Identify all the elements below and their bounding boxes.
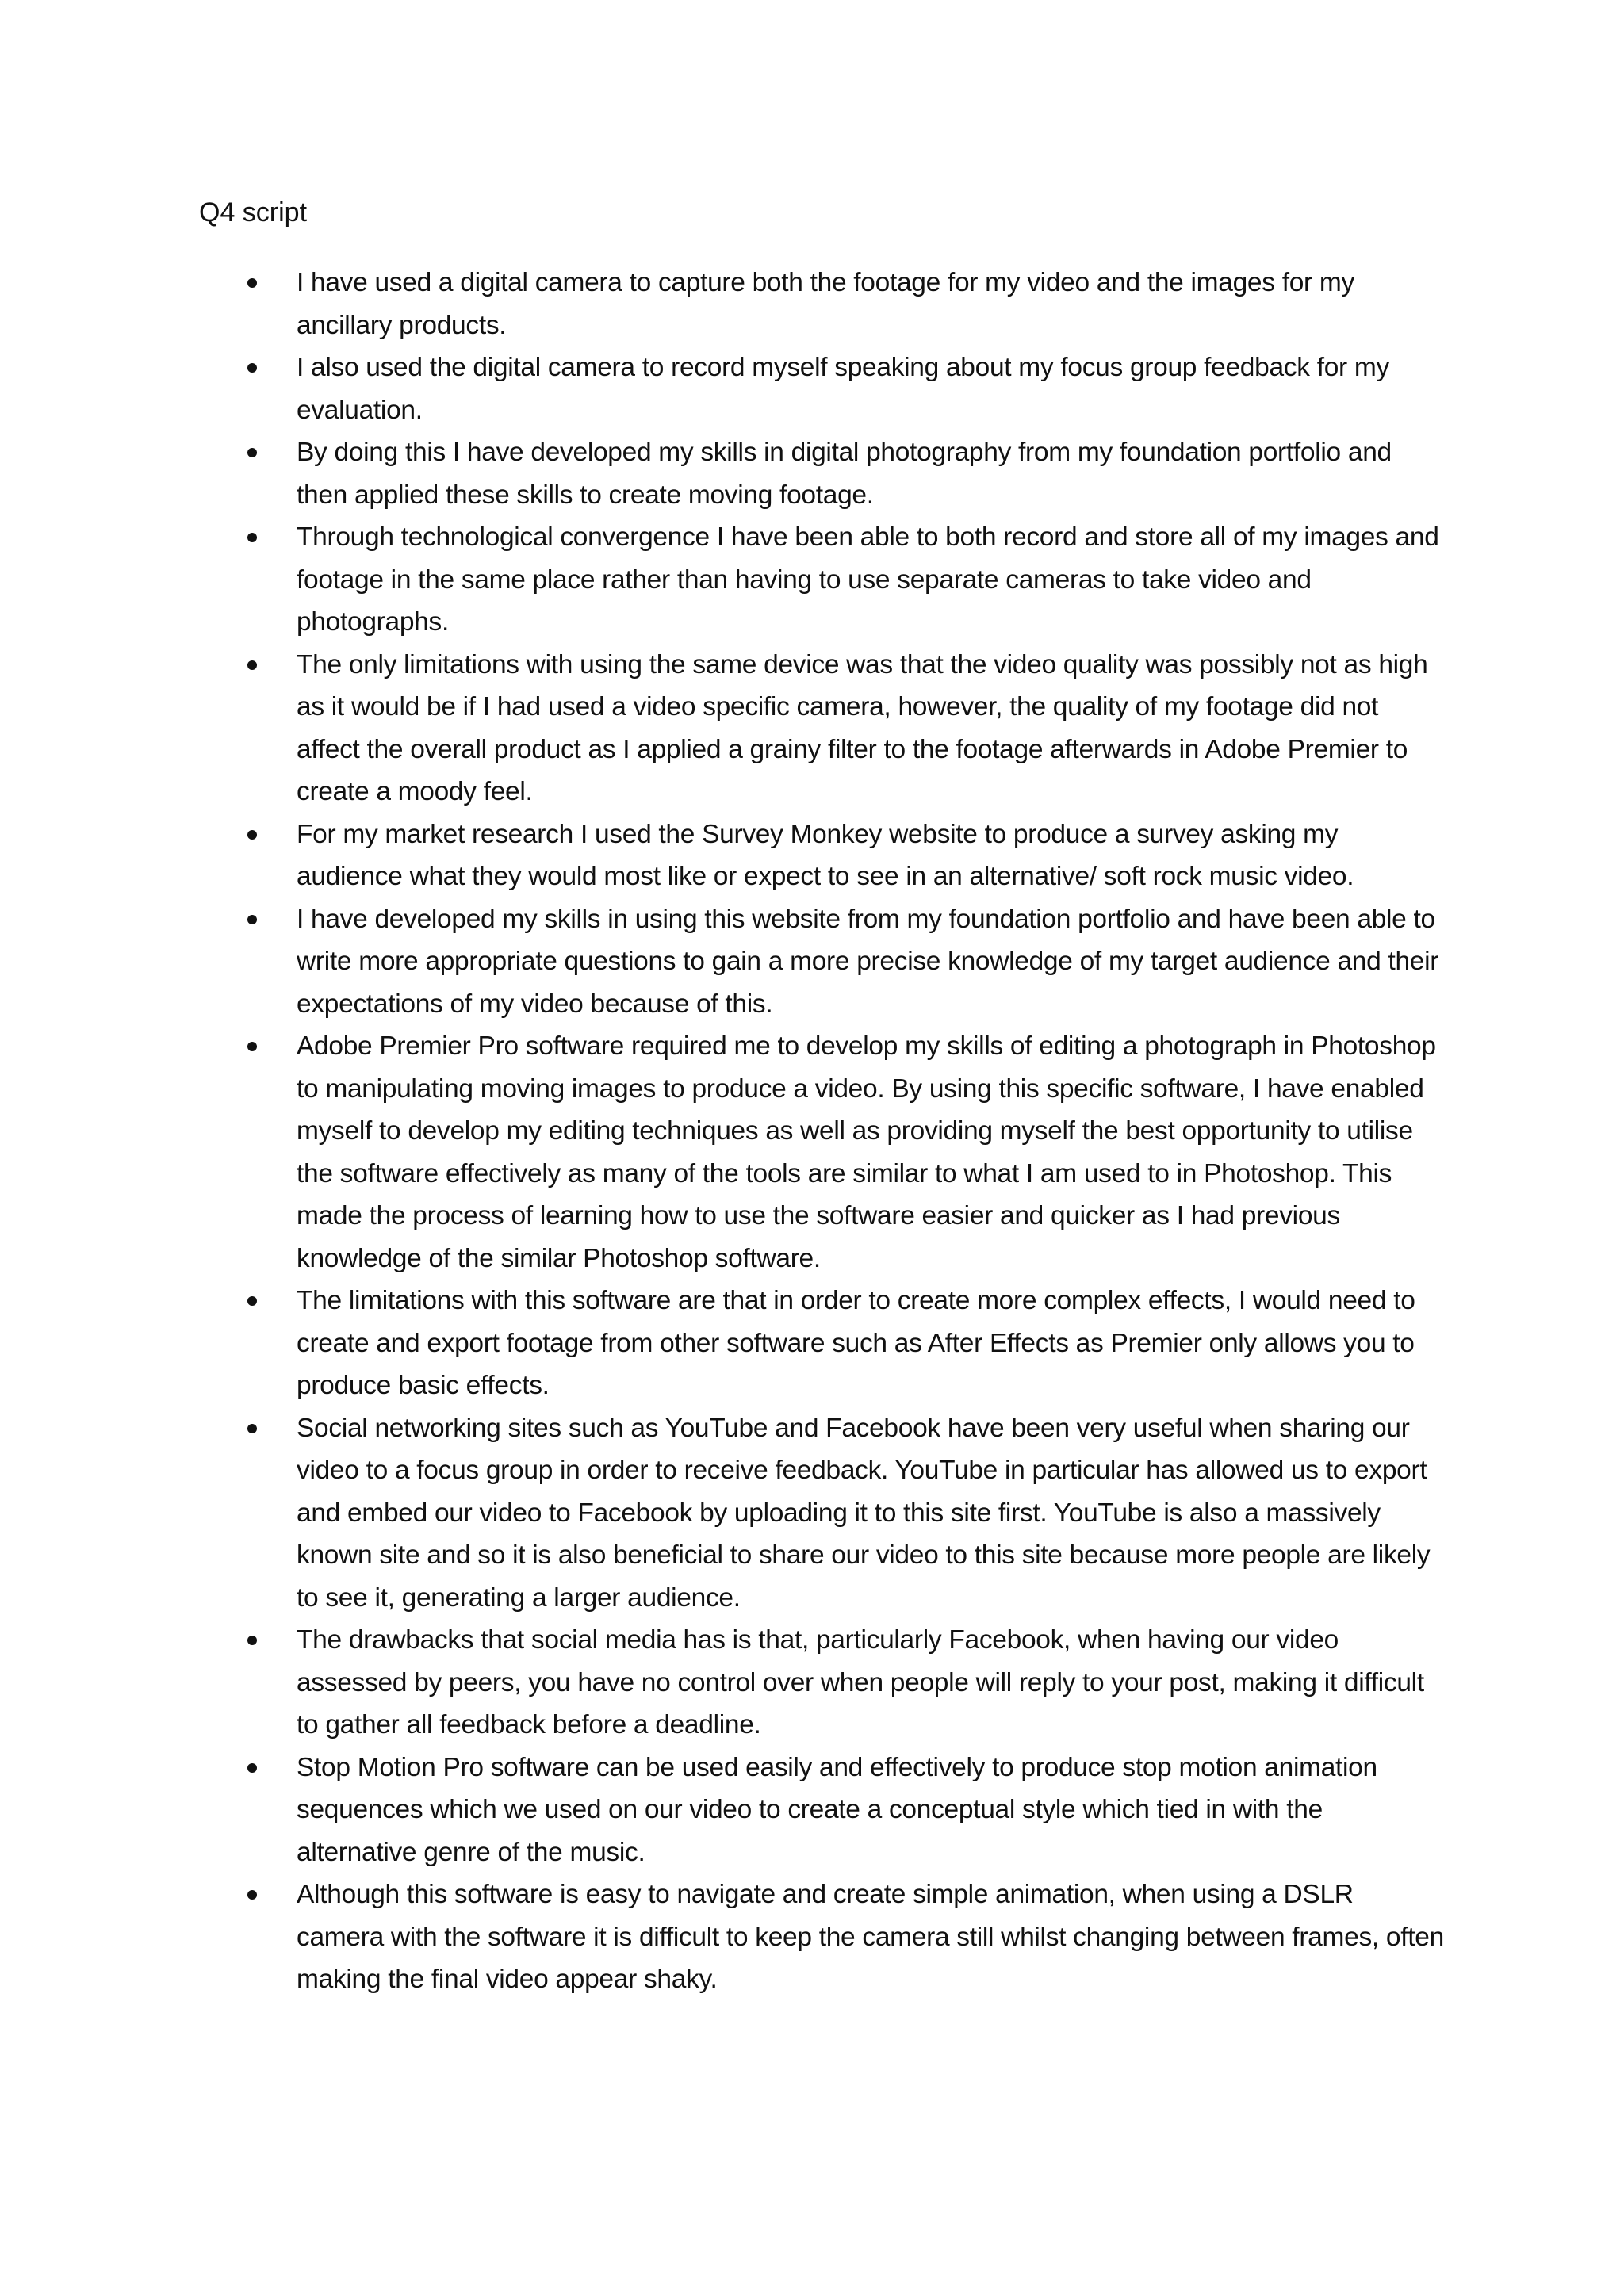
bullet-item: By doing this I have developed my skills in digital photography from my foundation portfolio and then applied these skills to create moving footage. [247, 431, 1445, 516]
bullet-list [247, 262, 1445, 2001]
document-title: Q4 script [199, 197, 308, 228]
bullet-item: The drawbacks that social media has is that, particularly Facebook, when having our video assessed by peers, you have no control over when people will reply to your post, making it difficult to gather all feedback before a deadline. [247, 1619, 1445, 1747]
bullet-item: Social networking sites such as YouTube and Facebook have been very useful when sharing our video to a focus group in order to receive feedback. YouTube in particular has allowed us to export and embed our video to Facebook by uploading it to this site first. YouTube is also a massively known site and so it is also beneficial to share our video to this site because more people are likely to see it, generating a larger audience. [247, 1407, 1445, 1620]
bullet-item: The only limitations with using the same device was that the video quality was possibly not as high as it would be if I had used a video specific camera, however, the quality of my footage did not affect the overall product as I applied a grainy filter to the footage afterwards in Adobe Premier to create a moody feel. [247, 644, 1445, 813]
bullet-item: I also used the digital camera to record myself speaking about my focus group feedback for my evaluation. [247, 346, 1445, 431]
bullet-item: Although this software is easy to navigate and create simple animation, when using a DSLR camera with the software it is difficult to keep the camera still whilst changing between frames, often making the final video appear shaky. [247, 1873, 1445, 2001]
bullet-item: I have developed my skills in using this website from my foundation portfolio and have been able to write more appropriate questions to gain a more precise knowledge of my target audience and their expectations of my video because of this. [247, 898, 1445, 1026]
bullet-item: Through technological convergence I have been able to both record and store all of my images and footage in the same place rather than having to use separate cameras to take video and photographs. [247, 516, 1445, 644]
bullet-item: Adobe Premier Pro software required me to develop my skills of editing a photograph in Photoshop to manipulating moving images to produce a video. By using this specific software, I have enabled myself to develop my editing techniques as well as providing myself the best opportunity to utilise the software effectively as many of the tools are similar to what I am used to in Photoshop. This made the process of learning how to use the software easier and quicker as I had previous knowledge of the similar Photoshop software. [247, 1025, 1445, 1280]
bullet-item: Stop Motion Pro software can be used easily and effectively to produce stop motion animation sequences which we used on our video to create a conceptual style which tied in with the alternative genre of the music. [247, 1747, 1445, 1874]
bullet-item: For my market research I used the Survey Monkey website to produce a survey asking my audience what they would most like or expect to see in an alternative/ soft rock music video. [247, 813, 1445, 898]
bullet-item: I have used a digital camera to capture both the footage for my video and the images for my ancillary products. [247, 262, 1445, 346]
bullet-item: The limitations with this software are that in order to create more complex effects, I would need to create and export footage from other software such as After Effects as Premier only allows you to produce basic effects. [247, 1280, 1445, 1407]
